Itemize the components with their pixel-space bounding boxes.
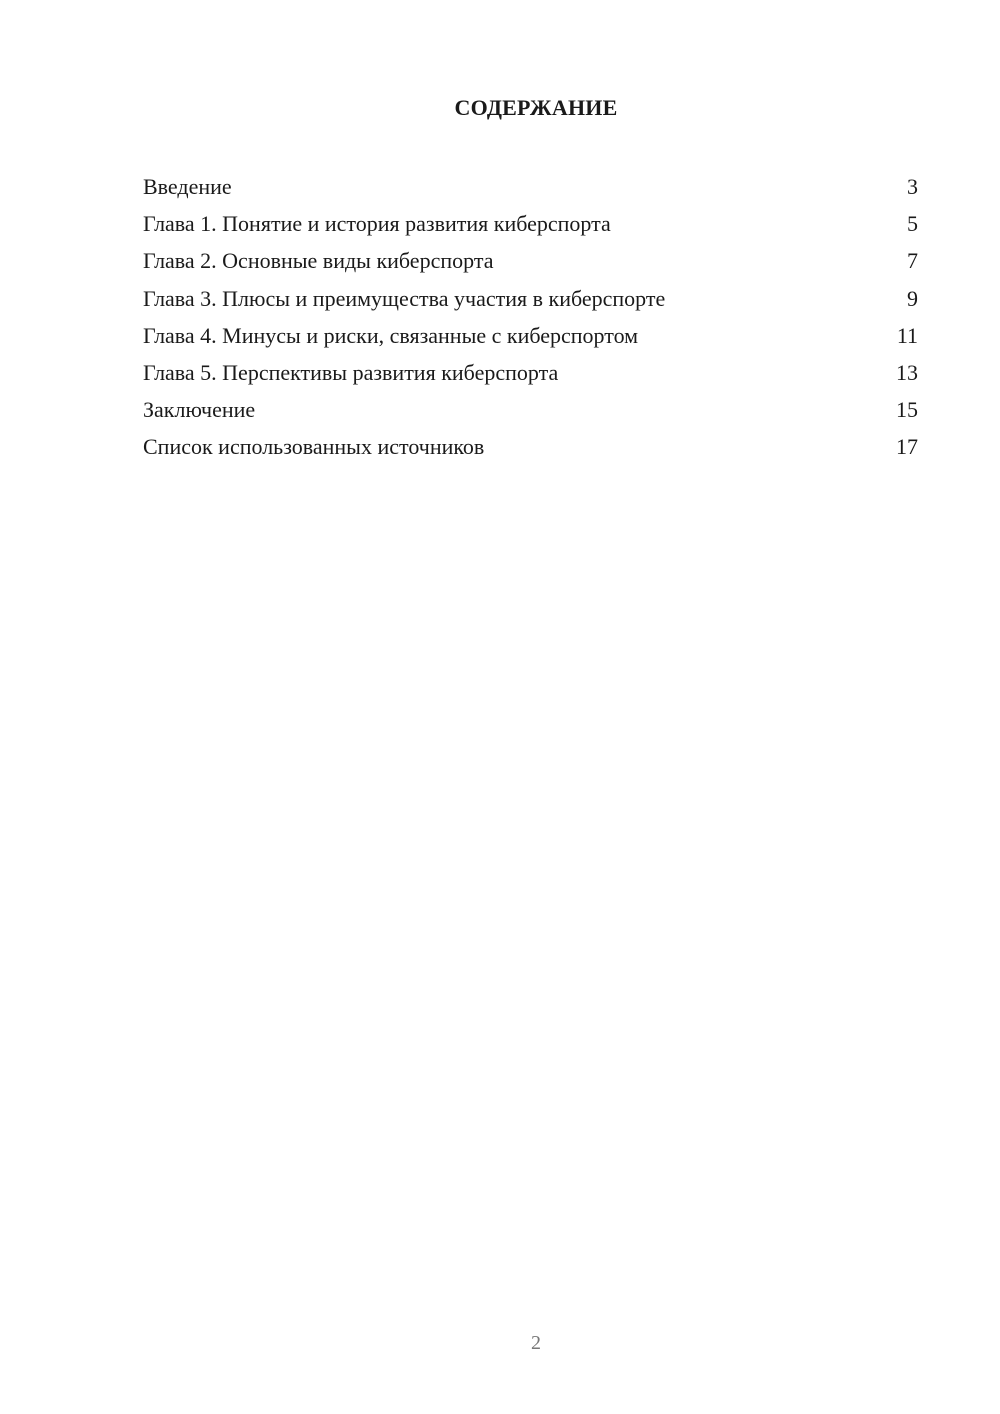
toc-item-introduction <box>143 168 918 205</box>
toc-item-chapter-3 <box>143 280 918 317</box>
toc-item-chapter-2 <box>143 242 918 279</box>
page-title: СОДЕРЖАНИЕ <box>454 95 618 120</box>
toc-item-label: Глава 2. Основные виды киберспорта <box>143 248 494 274</box>
toc-item-page: 3 <box>907 174 918 199</box>
toc-item-page: 9 <box>907 285 918 311</box>
toc-item-label: Введение <box>143 174 232 199</box>
toc-item-page: 13 <box>896 359 918 385</box>
toc-item-chapter-5 <box>143 354 918 391</box>
table-of-contents <box>143 168 918 466</box>
toc-item-label: Глава 1. Понятие и история развития киберспорта <box>143 211 611 237</box>
toc-item-page: 15 <box>896 397 918 423</box>
toc-item-label: Глава 4. Минусы и риски, связанные с киберспортом <box>143 322 639 348</box>
toc-item-chapter-4 <box>143 317 918 354</box>
toc-item-references <box>143 428 918 465</box>
toc-item-conclusion <box>143 391 918 428</box>
toc-item-page: 17 <box>896 434 918 460</box>
toc-item-chapter-1 <box>143 205 918 242</box>
toc-item-label: Список использованных источников <box>143 434 485 460</box>
toc-item-page: 7 <box>907 248 918 274</box>
toc-item-label: Глава 3. Плюсы и преимущества участия в киберспорте <box>143 285 666 311</box>
page-number: 2 <box>531 1332 541 1354</box>
toc-item-label: Глава 5. Перспективы развития киберспорта <box>143 359 559 385</box>
toc-item-label: Заключение <box>143 397 256 423</box>
toc-item-page: 11 <box>896 322 918 348</box>
toc-item-page: 5 <box>907 211 918 237</box>
